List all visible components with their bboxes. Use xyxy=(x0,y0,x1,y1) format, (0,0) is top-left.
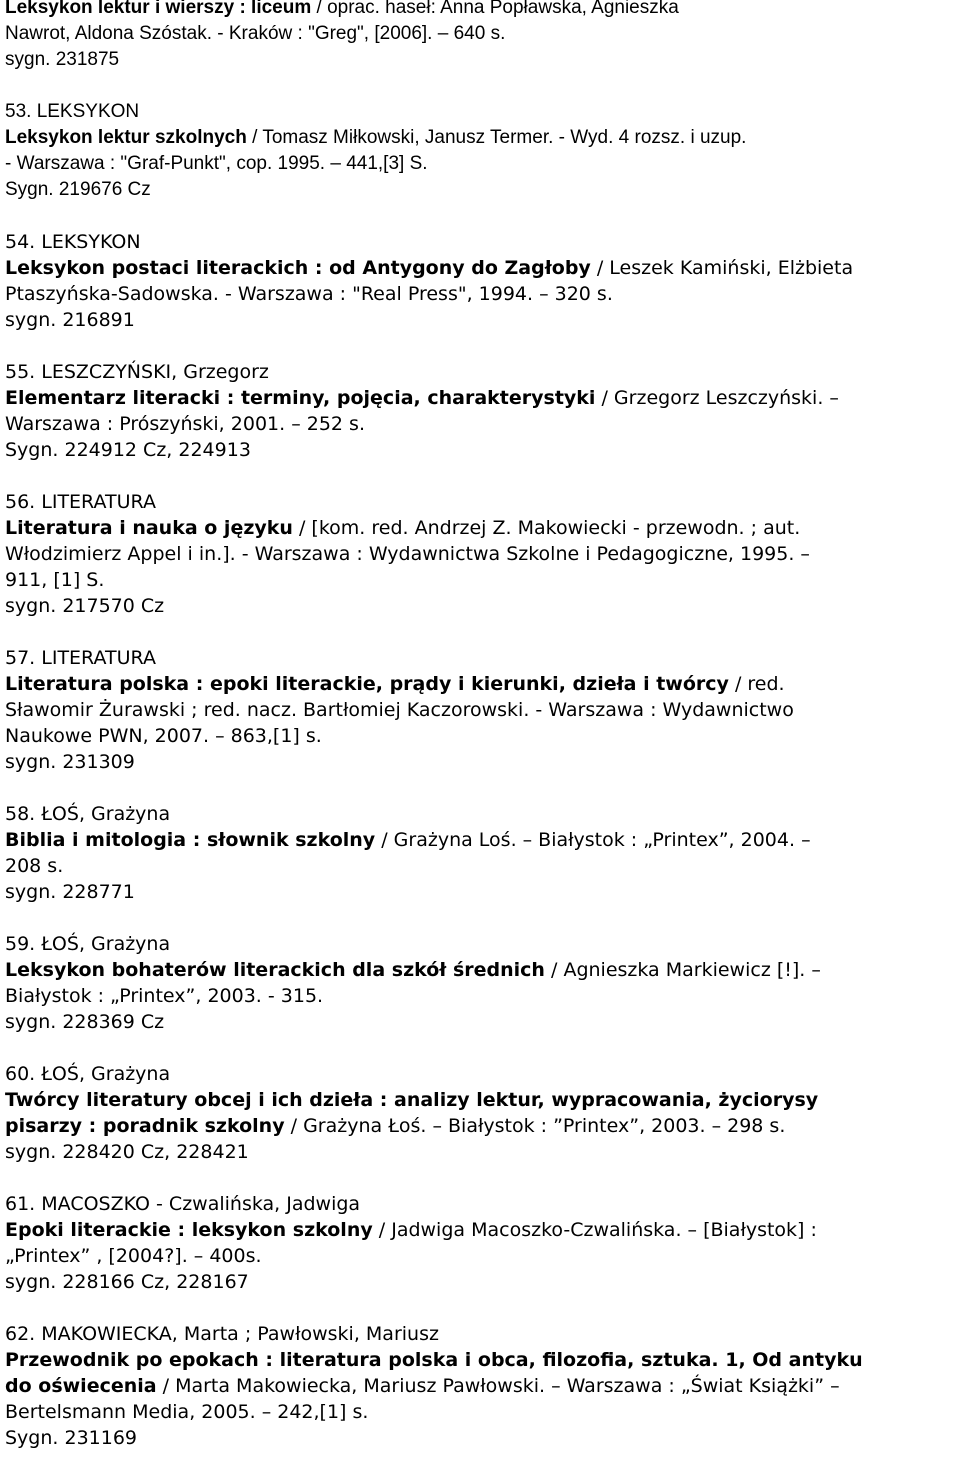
entry-line xyxy=(5,1399,955,1425)
bibliography-entry xyxy=(5,0,955,73)
entry-line xyxy=(5,255,955,281)
entry-line xyxy=(5,879,955,905)
entry-line xyxy=(5,593,955,619)
entry-line xyxy=(5,1373,955,1399)
entry-text: / oprac. haseł: Anna Popławska, Agnieszka xyxy=(311,0,679,18)
entry-text: 57. LITERATURA xyxy=(5,647,156,669)
entry-text: 61. MACOSZKO - Czwalińska, Jadwiga xyxy=(5,1193,361,1215)
entry-text: / Grzegorz Leszczyński. – xyxy=(595,387,839,409)
entry-line xyxy=(5,931,955,957)
entry-text: sygn. 231875 xyxy=(5,49,120,70)
entry-line xyxy=(5,541,955,567)
entry-text: 53. LEKSYKON xyxy=(5,101,140,122)
entry-text: 60. ŁOŚ, Grażyna xyxy=(5,1063,171,1085)
entry-text: sygn. 217570 Cz xyxy=(5,595,165,617)
entry-text: Sławomir Żurawski ; red. nacz. Bartłomiej Kaczorowski. - Warszawa : Wydawnictwo xyxy=(5,699,794,721)
entry-line xyxy=(5,801,955,827)
entry-text: / Tomasz Miłkowski, Janusz Termer. - Wyd. 4 rozsz. i uzup. xyxy=(246,127,747,148)
entry-line xyxy=(5,827,955,853)
entry-text: sygn. 216891 xyxy=(5,309,135,331)
entry-text: Sygn. 231169 xyxy=(5,1427,138,1449)
bibliography-entry xyxy=(5,1191,955,1295)
entry-title: Leksykon lektur i wierszy : liceum xyxy=(5,0,312,18)
entry-text: / Jadwiga Macoszko-Czwalińska. – [Białystok] : xyxy=(372,1219,817,1241)
entry-text: Bertelsmann Media, 2005. – 242,[1] s. xyxy=(5,1401,369,1423)
entry-line xyxy=(5,1113,955,1139)
entry-line xyxy=(5,1061,955,1087)
entry-text: / Marta Makowiecka, Mariusz Pawłowski. – Warszawa : „Świat Książki” – xyxy=(156,1375,840,1397)
entry-title: Biblia i mitologia : słownik szkolny xyxy=(5,829,376,851)
entry-text: / [kom. red. Andrzej Z. Makowiecki - przewodn. ; aut. xyxy=(292,517,801,539)
entry-text: - Warszawa : "Graf-Punkt", cop. 1995. – 441,[3] S. xyxy=(5,153,428,174)
entry-line xyxy=(5,359,955,385)
entry-text: 59. ŁOŚ, Grażyna xyxy=(5,933,171,955)
entry-line xyxy=(5,0,955,21)
entry-line xyxy=(5,567,955,593)
entry-text: / Agnieszka Markiewicz [!]. – xyxy=(544,959,821,981)
entry-text: 62. MAKOWIECKA, Marta ; Pawłowski, Mariusz xyxy=(5,1323,439,1345)
entry-line xyxy=(5,671,955,697)
entry-text: Nawrot, Aldona Szóstak. - Kraków : "Greg", [2006]. – 640 s. xyxy=(5,23,506,44)
entry-line xyxy=(5,151,955,177)
entry-line xyxy=(5,515,955,541)
entry-title: Literatura polska : epoki literackie, prądy i kierunki, dzieła i twórcy xyxy=(5,673,729,695)
entry-title: Leksykon bohaterów literackich dla szkół średnich xyxy=(5,959,545,981)
entry-line xyxy=(5,1269,955,1295)
entry-line xyxy=(5,385,955,411)
entry-line xyxy=(5,437,955,463)
entry-text: 56. LITERATURA xyxy=(5,491,156,513)
entry-line xyxy=(5,749,955,775)
entry-text: sygn. 231309 xyxy=(5,751,135,773)
entry-line xyxy=(5,1009,955,1035)
bibliography-entry xyxy=(5,1321,955,1451)
entry-text: 208 s. xyxy=(5,855,64,877)
entry-line xyxy=(5,645,955,671)
entry-line xyxy=(5,125,955,151)
entry-text: / Grażyna Łoś. – Białystok : ”Printex”, 2003. – 298 s. xyxy=(284,1115,786,1137)
entry-line xyxy=(5,1139,955,1165)
bibliography-entry xyxy=(5,99,955,203)
entry-line xyxy=(5,1347,955,1373)
entry-line xyxy=(5,1321,955,1347)
entry-text: 55. LESZCZYŃSKI, Grzegorz xyxy=(5,361,269,383)
entry-title: Literatura i nauka o języku xyxy=(5,517,293,539)
entry-text: / Grażyna Loś. – Białystok : „Printex”, 2004. – xyxy=(375,829,811,851)
entry-line xyxy=(5,411,955,437)
entry-text: „Printex” , [2004?]. – 400s. xyxy=(5,1245,262,1267)
entry-line xyxy=(5,281,955,307)
entry-title: Elementarz literacki : terminy, pojęcia, charakterystyki xyxy=(5,387,596,409)
entry-title: Leksykon postaci literackich : od Antygony do Zagłoby xyxy=(5,257,591,279)
entry-title: Epoki literackie : leksykon szkolny xyxy=(5,1219,373,1241)
bibliography-entry xyxy=(5,645,955,775)
bibliography-entry xyxy=(5,489,955,619)
entry-text: Włodzimierz Appel i in.]. - Warszawa : Wydawnictwa Szkolne i Pedagogiczne, 1995. – xyxy=(5,543,810,565)
entry-line xyxy=(5,1191,955,1217)
bibliography-entry xyxy=(5,931,955,1035)
entry-line xyxy=(5,489,955,515)
entry-text: Białystok : „Printex”, 2003. - 315. xyxy=(5,985,324,1007)
bibliography-entry xyxy=(5,229,955,333)
entry-line xyxy=(5,177,955,203)
entry-line xyxy=(5,99,955,125)
entry-line xyxy=(5,229,955,255)
entry-title: Przewodnik po epokach : literatura polska i obca, filozofia, sztuka. 1, Od antyku xyxy=(5,1349,863,1371)
entry-text: Ptaszyńska-Sadowska. - Warszawa : "Real Press", 1994. – 320 s. xyxy=(5,283,613,305)
entry-title: Twórcy literatury obcej i ich dzieła : analizy lektur, wypracowania, życiorysy xyxy=(5,1089,819,1111)
entry-line xyxy=(5,983,955,1009)
entry-text: Sygn. 219676 Cz xyxy=(5,179,151,200)
entry-text: Sygn. 224912 Cz, 224913 xyxy=(5,439,251,461)
entry-line xyxy=(5,697,955,723)
entry-line xyxy=(5,853,955,879)
entry-text: sygn. 228166 Cz, 228167 xyxy=(5,1271,249,1293)
bibliography-entry xyxy=(5,359,955,463)
bibliography-page xyxy=(5,0,955,1477)
entry-line xyxy=(5,1425,955,1451)
entry-line xyxy=(5,1243,955,1269)
entry-title: pisarzy : poradnik szkolny xyxy=(5,1115,285,1137)
entry-title: Leksykon lektur szkolnych xyxy=(5,127,247,148)
entry-line xyxy=(5,1087,955,1113)
entry-title: do oświecenia xyxy=(5,1375,157,1397)
entry-text: Naukowe PWN, 2007. – 863,[1] s. xyxy=(5,725,322,747)
entry-line xyxy=(5,307,955,333)
entry-text: 54. LEKSYKON xyxy=(5,231,141,253)
entry-line xyxy=(5,723,955,749)
entry-text: sygn. 228369 Cz xyxy=(5,1011,165,1033)
entry-text: 911, [1] S. xyxy=(5,569,105,591)
entry-line xyxy=(5,47,955,73)
entry-text: / red. xyxy=(728,673,785,695)
entry-line xyxy=(5,1217,955,1243)
entry-line xyxy=(5,957,955,983)
entry-text: Warszawa : Prószyński, 2001. – 252 s. xyxy=(5,413,365,435)
bibliography-entry xyxy=(5,1061,955,1165)
entry-text: sygn. 228771 xyxy=(5,881,135,903)
entry-text: / Leszek Kamiński, Elżbieta xyxy=(590,257,854,279)
bibliography-entry xyxy=(5,801,955,905)
entry-text: sygn. 228420 Cz, 228421 xyxy=(5,1141,249,1163)
entry-text: 58. ŁOŚ, Grażyna xyxy=(5,803,171,825)
entry-line xyxy=(5,21,955,47)
